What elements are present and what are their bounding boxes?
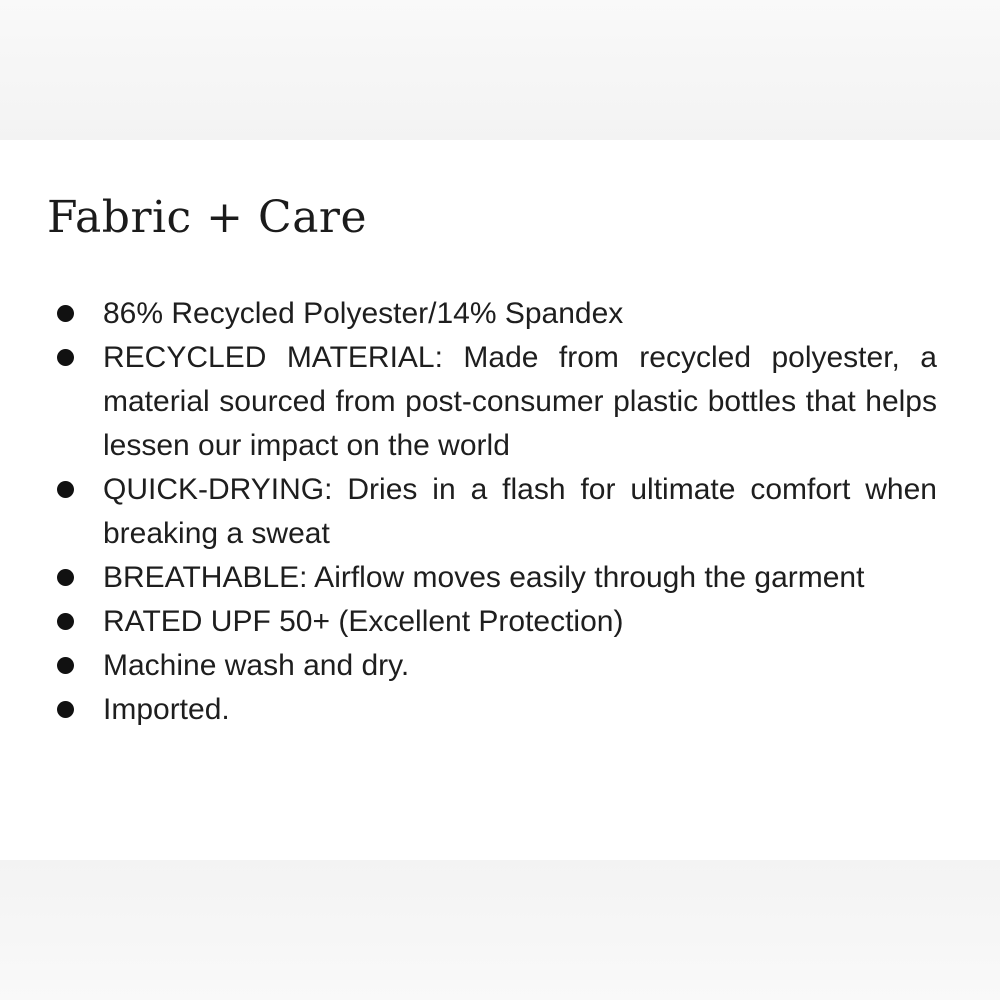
list-item-quick-drying [0,468,937,556]
bullet-dot [57,481,74,498]
bullet-dot [57,305,74,322]
top-background [0,0,1000,140]
bullet-dot [57,569,74,586]
list-item-text: 86% Recycled Polyester/14% Spandex [103,297,624,330]
list-item-text: RECYCLED MATERIAL: Made from recycled polyester, a material sourced from post-consumer plastic bottles that helps lessen our impact on the world [103,341,937,462]
bullet-dot [57,349,74,366]
list-item-text: RATED UPF 50+ (Excellent Protection) [103,605,624,638]
bottom-background [0,860,1000,1000]
bullet-dot [57,613,74,630]
fabric-care-list [0,292,1000,732]
list-item-origin [0,688,937,732]
list-item-breathable [0,556,937,600]
list-item-text: Imported. [103,693,230,726]
list-item-care-instructions [0,644,937,688]
list-item-text: BREATHABLE: Airflow moves easily through the garment [103,561,865,594]
list-item-text: Machine wash and dry. [103,649,410,682]
list-item-upf-rating [0,600,937,644]
list-item-recycled-material [0,336,937,468]
list-item-fabric-content [0,292,937,336]
fabric-care-card [0,140,1000,860]
list-item-text: QUICK-DRYING: Dries in a flash for ultimate comfort when breaking a sweat [103,473,937,550]
bullet-dot [57,657,74,674]
bullet-dot [57,701,74,718]
section-title: Fabric + Care [47,192,367,243]
